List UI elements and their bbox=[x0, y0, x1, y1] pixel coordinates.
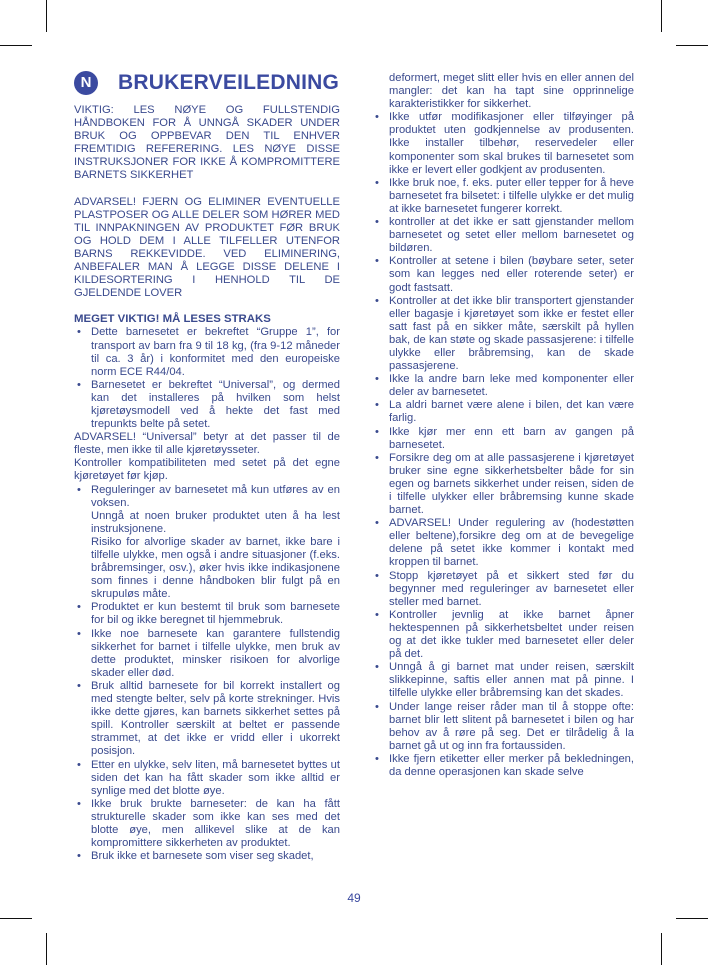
left-column bbox=[74, 70, 340, 863]
list-item: • Etter en ulykke, selv liten, må barnesetet byttes ut siden det kan ha fått skader som ikke alltid er synlige med det blotte øye. bbox=[74, 759, 340, 798]
list-item: • Ikke bruk noe, f. eks. puter eller tepper for å heve barnesetet fra bilsetet: i tilfelle ulykke er det mulig at ikke barnesetet fungerer korrekt. bbox=[372, 177, 634, 216]
right-column bbox=[372, 72, 634, 779]
list-item: • Ikke la andre barn leke med komponenter eller deler av barnesetet. bbox=[372, 373, 634, 399]
page-number: 49 bbox=[347, 891, 361, 905]
intro-warning-1: VIKTIG: LES NØYE OG FULLSTENDIG HÅNDBOKEN FOR Å UNNGÅ SKADER UNDER BRUK OG OPPBEVAR DEN TIL ENHVER FREMTIDIG REFERERING. LES NØYE DISSE INSTRUKSJONER FOR IKKE Å KOMPROMITTERE BARNETS SIKKERHET bbox=[74, 104, 340, 182]
list-item: • Stopp kjøretøyet på et sikkert sted før du begynner med reguleringer av barnesetet eller steller med barnet. bbox=[372, 570, 634, 609]
list-item: • Forsikre deg om at alle passasjerene i kjøretøyet bruker sine egne sikkerhetsbelter både for sin egen og barnets sikkerhet under reisen, siden de i tilfelle ulykker eller bråbremsing kunne skade barnet. bbox=[372, 452, 634, 517]
list-item: • Bruk alltid barnesete for bil korrekt installert og med stengte belter, selv på korte strekninger. Hvis ikke dette gjøres, kan barnets sikkerhet settes på spill. Kontroller særskilt at beltet er passende strammet, at det ikke er vridd eller i ukorrekt posisjon. bbox=[74, 680, 340, 759]
crop-mark bbox=[661, 933, 662, 965]
list-item: • Ikke bruk brukte barneseter: de kan ha fått strukturelle skader som ikke kan ses med det blotte øye, men allikevel slike at de kan kompromittere sikkerheten av produktet. bbox=[74, 798, 340, 850]
list-item: • ADVARSEL! Under regulering av (hodestøtten eller beltene),forsikre deg om at de bevegelige delene på setet ikke kommer i kontakt med kroppen til barnet. bbox=[372, 517, 634, 569]
crop-mark bbox=[661, 0, 662, 32]
universal-note: ADVARSEL! “Universal” betyr at det passer til de fleste, men ikke til alle kjøretøysseter. bbox=[74, 431, 340, 457]
list-item: • Dette barnesetet er bekreftet “Gruppe 1”, for transport av barn fra 9 til 18 kg, (fra 9-12 måneder til ca. 3 år) i konformitet med den europeiske norm ECE R44/04. bbox=[74, 326, 340, 378]
page-title: BRUKERVEILEDNING bbox=[118, 71, 340, 95]
list-item-text: Risiko for alvorlige skader av barnet, ikke bare i tilfelle ulykke, men også i andre situasjoner (f.eks. bråbremsinger, osv.), øker hvis ikke indikasjonene som finnes i denne håndboken blir fulgt på en skrupuløs måte. bbox=[91, 535, 340, 601]
list-item: • Unngå å gi barnet mat under reisen, særskilt slikkepinne, saftis eller annen mat på pinne. I tilfelle ulykke eller bråbremsing kan det skades. bbox=[372, 661, 634, 700]
list-item: • Kontroller jevnlig at ikke barnet åpner hektespennen på sikkerhetsbeltet under reisen og at det ikke tukler med barnesetet eller deler på det. bbox=[372, 609, 634, 661]
list-item: • kontroller at det ikke er satt gjenstander mellom barnesetet og setet eller mellom barnesetet og bildøren. bbox=[372, 216, 634, 255]
list-item: • Ikke utfør modifikasjoner eller tilføyinger på produktet uten godkjennelse av produsenten. Ikke installer tilbehør, reservedeler eller komponenter som skal brukes til barnesetet som ikke er levert eller godkjent av produsenten. bbox=[372, 111, 634, 176]
list-item: • Produktet er kun bestemt til bruk som barnesete for bil og ikke beregnet til hjemmebruk. bbox=[74, 601, 340, 627]
list-item: • Ikke kjør mer enn ett barn av gangen på barnesetet. bbox=[372, 426, 634, 452]
list-item: • Kontroller at setene i bilen (bøybare seter, seter som kan legges ned eller roterende seter) er godt fastsatt. bbox=[372, 255, 634, 294]
list-item: • Ikke noe barnesete kan garantere fullstendig sikkerhet for barnet i tilfelle ulykke, men bruk av dette produktet, minsker risikoen for alvorlige skader eller død. bbox=[74, 628, 340, 680]
list-item: • Bruk ikke et barnesete som viser seg skadet, bbox=[74, 850, 340, 863]
list-item-text: • Reguleringer av barnesetet må kun utføres av en voksen. bbox=[91, 483, 340, 509]
bullet-list-b bbox=[74, 484, 340, 864]
section-heading: MEGET VIKTIG! MÅ LESES STRAKS bbox=[74, 313, 271, 326]
list-item: • Barnesetet er bekreftet “Universal”, og dermed kan det installeres på hvilken som helst kjøretøysmodell ved å hekte det fast med trepunkts belte på setet. bbox=[74, 379, 340, 431]
bullet-list-right bbox=[372, 111, 634, 779]
crop-mark bbox=[676, 45, 708, 46]
crop-mark bbox=[0, 45, 32, 46]
bullet-list-a bbox=[74, 326, 340, 431]
continuation-text: deformert, meget slitt eller hvis en eller annen del mangler: det kan ha tapt sine opprinnelige karakteristikker for sikkerhet. bbox=[389, 72, 634, 111]
list-item: • Kontroller at det ikke blir transportert gjenstander eller bagasje i kjøretøyet som ikke er festet eller satt fast på en sikker måte, særskilt på hyllen bak, de kan støte og skade passasjerene: i tilfelle ulykke eller bråbremsing, kan de skade passasjerene. bbox=[372, 295, 634, 374]
crop-mark bbox=[676, 918, 708, 919]
crop-mark bbox=[46, 0, 47, 32]
intro-warning-2: ADVARSEL! FJERN OG ELIMINER EVENTUELLE PLASTPOSER OG ALLE DELER SOM HØRER MED TIL INNPAKNINGEN AV PRODUKTET FØR BRUK OG HOLD DEM I ALLE TILFELLER UTENFOR BARNS REKKEVIDDE. VED ELIMINERING, ANBEFALER MAN Å LEGGE DISSE DELENE I KILDESORTERING I HENHOLD TIL DE GJELDENDE LOVER bbox=[74, 195, 340, 300]
crop-mark bbox=[46, 933, 47, 965]
page-header bbox=[74, 70, 340, 96]
list-item bbox=[74, 484, 340, 602]
list-item: • La aldri barnet være alene i bilen, det kan være farlig. bbox=[372, 399, 634, 425]
list-item-text: Unngå at noen bruker produktet uten å ha lest instruksjonene. bbox=[91, 509, 340, 535]
list-item: • Ikke fjern etiketter eller merker på bekledningen, da denne operasjonen kan skade selve bbox=[372, 753, 634, 779]
list-item: • Under lange reiser råder man til å stoppe ofte: barnet blir lett slitent på barnesetet i bilen og har behov av å røre på seg. Det er tilrådelig å la barnet gå ut og inn fra fortaussiden. bbox=[372, 701, 634, 753]
language-badge: N bbox=[74, 71, 98, 95]
crop-mark bbox=[0, 918, 32, 919]
compatibility-note: Kontroller kompatibiliteten med setet på det egne kjøretøyet før kjøp. bbox=[74, 457, 340, 483]
